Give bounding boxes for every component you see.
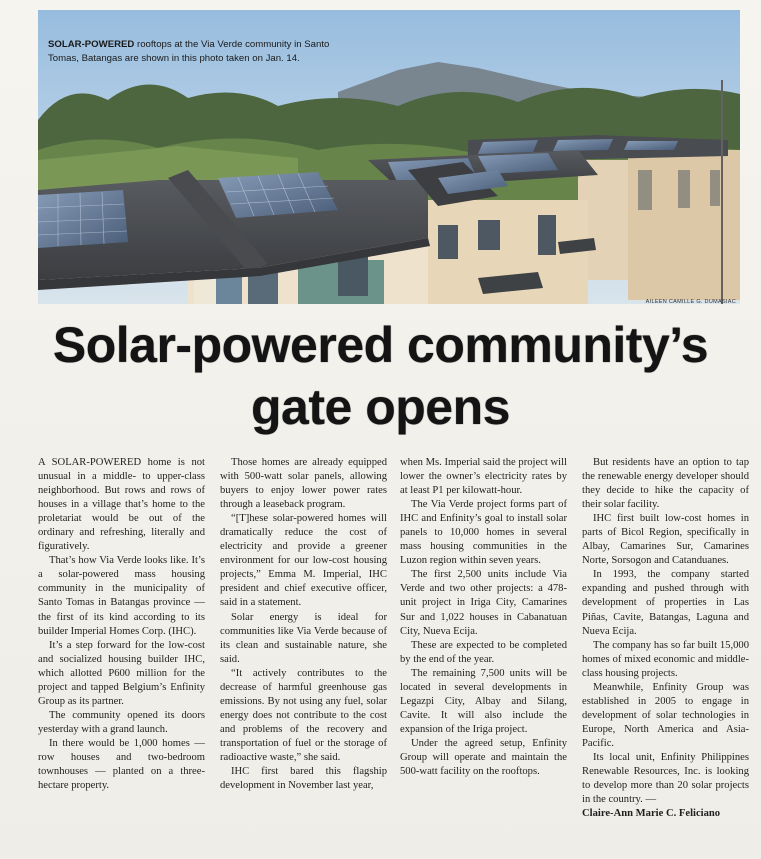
photo-credit: AILEEN CAMILLE G. DUMASIAC bbox=[645, 299, 736, 304]
article-column-4 bbox=[582, 456, 749, 821]
article-column-3 bbox=[400, 456, 567, 779]
paragraph: when Ms. Imperial said the project will lower the owner’s electricity rates by at least P1 per kilowatt-hour. bbox=[400, 457, 567, 497]
paragraph: The remaining 7,500 units will be located in several developments in Legazpi City, Albay and Silang, Cavite. It will also include the expansion of the Iriga project. bbox=[400, 667, 567, 735]
caption-lead: SOLAR-POWERED bbox=[48, 39, 135, 50]
paragraph: The Via Verde project forms part of IHC and Enfinity’s goal to install solar panels to 10,000 homes in several mass housing communities in the Luzon region within seven years. bbox=[400, 499, 567, 567]
paragraph: The company has so far built 15,000 homes of mixed economic and middle-class housing projects. bbox=[582, 639, 749, 679]
headline bbox=[0, 314, 761, 438]
paragraph: Solar energy is ideal for communities like Via Verde because of its clean and sustainable nature, she said. bbox=[220, 611, 387, 665]
photo-caption bbox=[48, 38, 348, 66]
paragraph: Under the agreed setup, Enfinity Group will operate and maintain the 500-watt facility on the rooftops. bbox=[400, 737, 567, 778]
paragraph: It’s a step forward for the low-cost and socialized housing builder IHC, which allotted P600 million for the project and tapped Belgium’s Enfinity Group as its partner. bbox=[38, 639, 205, 707]
paragraph: But residents have an option to tap the renewable energy developer should they decide to hike the capacity of their solar facility. bbox=[582, 457, 749, 511]
paragraph: Meanwhile, Enfinity Group was established in 2005 to engage in development of solar technologies in Europe, North America and Asia-Pacific. bbox=[582, 681, 749, 749]
article-photo bbox=[38, 10, 740, 304]
paragraph: The community opened its doors yesterday with a grand launch. bbox=[38, 709, 205, 735]
paragraph: Those homes are already equipped with 500-watt solar panels, allowing buyers to enjoy lower power rates through a leaseback program. bbox=[220, 457, 387, 511]
paragraph: That’s how Via Verde looks like. It’s a solar-powered mass housing community in the municipality of Santo Tomas in Batangas province — the first of its kind according to its builder Imperial Homes Corp. (IHC). bbox=[38, 555, 205, 637]
paragraph: In 1993, the company started expanding and pushed through with development of properties in Las Piñas, Cavite, Batangas, Laguna and Nueva Ecija. bbox=[582, 569, 749, 637]
paragraph: IHC first bared this flagship development in November last year, bbox=[220, 766, 387, 792]
paragraph: “It actively contributes to the decrease of harmful greenhouse gas emissions. By not using any fuel, solar energy does not contribute to the cost and problems of the recovery and transportation of fuel or the storage of radioactive waste,” she said. bbox=[220, 667, 387, 763]
headline-line-2: gate opens bbox=[251, 379, 510, 435]
paragraph: “[T]hese solar-powered homes will dramatically reduce the cost of electricity and provide a greener environment for our low-cost housing projects,” Emma M. Imperial, IHC president and chief executive officer, said in a statement. bbox=[220, 513, 387, 609]
paragraph: In there would be 1,000 homes — row houses and two-bedroom townhouses — planted on a three-hectare property. bbox=[38, 737, 205, 792]
paragraph: IHC first built low-cost homes in parts of Bicol Region, specifically in Albay, Camarines Sur, Camarines Norte, Sorsogon and Catanduanes. bbox=[582, 513, 749, 567]
headline-line-1: Solar-powered community’s bbox=[52, 317, 709, 373]
caption-text: rooftops at the Via Verde community in Santo Tomas, Batangas are shown in this photo taken on Jan. 14. bbox=[48, 39, 330, 64]
paragraph: A SOLAR-POWERED home is not unusual in a middle- to upper-class neighborhood. But rows and rows of houses in a village that’s home to the proletariat would be out of the ordinary and refreshing, literally and figuratively. bbox=[38, 457, 205, 553]
article-body bbox=[38, 456, 750, 856]
paragraph: The first 2,500 units include Via Verde and two other projects: a 478-unit project in Iriga City, Camarines Sur and 1,022 houses in Cabanatuan City, Nueva Ecija. bbox=[400, 569, 567, 637]
paragraph: Its local unit, Enfinity Philippines Renewable Resources, Inc. is looking to develop more than 20 solar projects in the country. — bbox=[582, 751, 749, 806]
paragraph: These are expected to be completed by the end of the year. bbox=[400, 639, 567, 665]
byline: Claire-Ann Marie C. Feliciano bbox=[582, 808, 721, 820]
article-column-1 bbox=[38, 456, 205, 793]
article-column-2 bbox=[220, 456, 387, 793]
